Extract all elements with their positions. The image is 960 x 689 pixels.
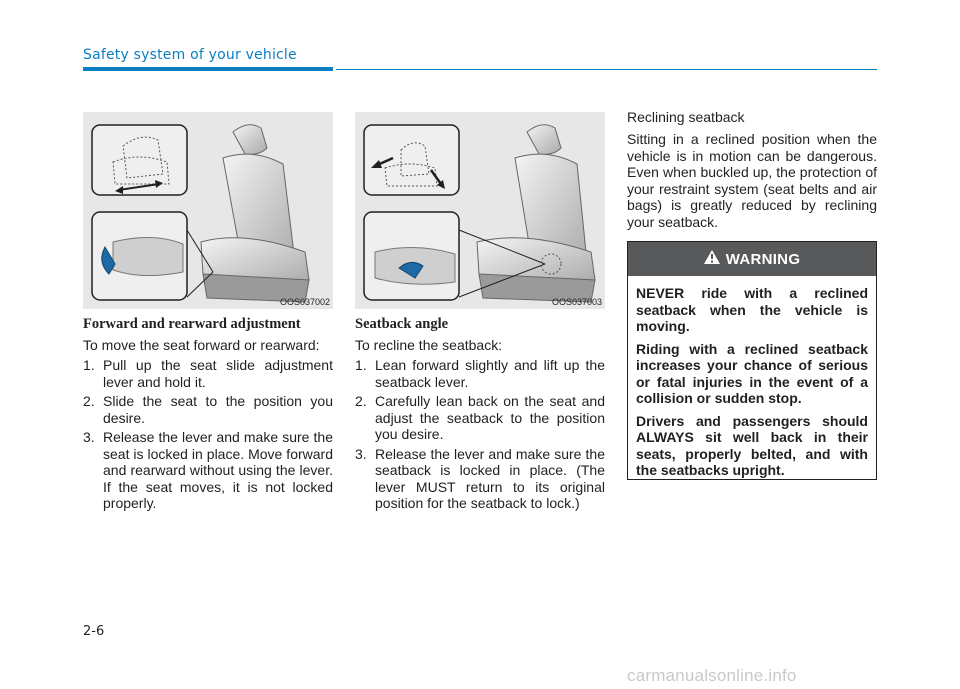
reclining-title: Reclining seatback xyxy=(627,109,745,125)
list-item: 1. Pull up the seat slide adjustment lever and hold it. xyxy=(83,357,333,390)
section-header-title: Safety system of your vehicle xyxy=(83,47,297,63)
forward-heading: Forward and rearward adjustment xyxy=(83,316,301,332)
warning-paragraph: Drivers and passengers should ALWAYS sit well back in their seats, properly belted, and with the seatbacks upright. xyxy=(636,412,868,478)
figure-seatback-angle xyxy=(355,112,605,309)
forward-steps xyxy=(83,357,333,515)
warning-box xyxy=(627,241,877,480)
list-item: 3. Release the lever and make sure the seat is locked in place. Move forward and rearward without using the lever. If the seat moves, it is not locked properly. xyxy=(83,429,333,511)
warning-body xyxy=(628,276,876,479)
page-number: 2-6 xyxy=(83,624,105,639)
warning-header xyxy=(628,242,876,276)
list-item: 2. Carefully lean back on the seat and adjust the seatback to the position you desire. xyxy=(355,393,605,442)
seatback-illustration xyxy=(355,112,605,309)
watermark: carmanualsonline.info xyxy=(627,666,797,685)
warning-triangle-icon xyxy=(704,250,720,268)
list-item: 1. Lean forward slightly and lift up the seatback lever. xyxy=(355,357,605,390)
figure-seat-slide xyxy=(83,112,333,309)
figure-code: OOS037002 xyxy=(279,297,330,307)
warning-label: WARNING xyxy=(725,250,801,268)
seatback-steps xyxy=(355,357,605,515)
reclining-text: Sitting in a reclined position when the vehicle is in motion can be dangerous. Even when buckled up, the protection of your restraint system (seat belts and air bags) is greatly reduced by reclining your seatback. xyxy=(627,131,877,230)
forward-intro: To move the seat forward or rearward: xyxy=(83,337,320,353)
seat-slide-illustration xyxy=(83,112,333,309)
warning-paragraph: NEVER ride with a reclined seatback when the vehicle is moving. xyxy=(636,285,868,334)
list-item: 2. Slide the seat to the position you desire. xyxy=(83,393,333,426)
seatback-intro: To recline the seatback: xyxy=(355,337,503,353)
list-item: 3. Release the lever and make sure the seatback is locked in place. (The lever MUST return to its original position for the seatback to lock.) xyxy=(355,445,605,511)
warning-paragraph: Riding with a reclined seatback increases your chance of serious or fatal injuries in the event of a collision or sudden stop. xyxy=(636,340,868,406)
figure-code: OOS037003 xyxy=(551,297,602,307)
seatback-heading: Seatback angle xyxy=(355,316,449,332)
header-rule-thin xyxy=(336,69,877,70)
header-rule-thick xyxy=(83,67,333,71)
